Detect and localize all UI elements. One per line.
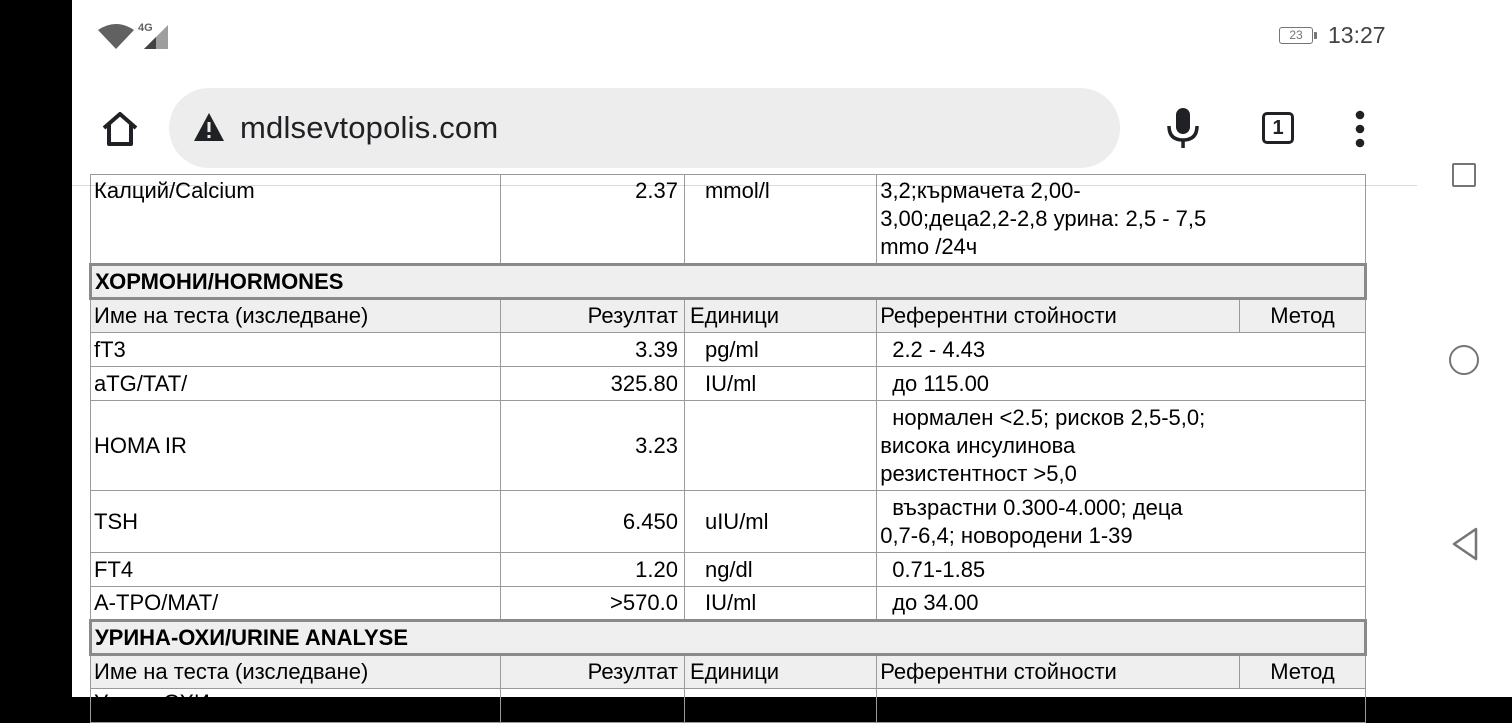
header-result: Резултат: [500, 655, 684, 689]
ref-text: 0.71-1.85: [892, 556, 986, 582]
system-nav-bar: [1417, 0, 1512, 697]
recents-icon[interactable]: [1452, 163, 1476, 187]
test-result: 325.80: [500, 367, 684, 401]
page-content: [72, 178, 1417, 715]
header-unit: Единици: [684, 299, 876, 333]
ref-line: резистентност >5,0: [880, 460, 1077, 486]
menu-icon[interactable]: [1348, 110, 1372, 148]
home-icon[interactable]: [96, 106, 144, 154]
table-row: [91, 689, 1366, 723]
test-result: >570.0: [500, 587, 684, 621]
test-unit: pg/ml: [684, 333, 876, 367]
battery-icon: 23: [1279, 27, 1313, 44]
wifi-icon: [98, 24, 134, 50]
test-reference: [877, 333, 1366, 367]
test-name: fT3: [91, 333, 501, 367]
browser-toolbar: [72, 72, 1417, 186]
test-name: A-TPO/MAT/: [91, 587, 501, 621]
section-title: УРИНА-ОХИ/URINE ANALYSE: [91, 621, 1366, 655]
ref-line: висока инсулинова: [880, 432, 1076, 458]
test-name: Урина-ОХИ: [91, 689, 501, 723]
header-name: Име на теста (изследване): [91, 299, 501, 333]
test-reference: [877, 491, 1366, 553]
url-bar[interactable]: [169, 88, 1120, 168]
table-row: [91, 553, 1366, 587]
test-name: TSH: [91, 491, 501, 553]
test-unit: IU/ml: [684, 367, 876, 401]
section-header: [91, 621, 1366, 655]
phone-screen: [72, 0, 1417, 715]
test-unit: [684, 401, 876, 491]
ref-text: 2.2 - 4.43: [892, 336, 986, 362]
table-row: [91, 367, 1366, 401]
test-reference: [877, 689, 1366, 723]
test-result: 3.39: [500, 333, 684, 367]
table-row: [91, 175, 1366, 265]
test-name: Калций/Calcium: [91, 175, 501, 265]
table-row: [91, 587, 1366, 621]
url-text[interactable]: mdlsevtopolis.com: [240, 110, 499, 145]
test-unit: [684, 689, 876, 723]
table-row: [91, 401, 1366, 491]
header-reference: Референтни стойности: [877, 655, 1240, 689]
test-result: 3.23: [500, 401, 684, 491]
test-unit: uIU/ml: [684, 491, 876, 553]
home-nav-icon[interactable]: [1449, 345, 1479, 375]
mic-icon[interactable]: [1165, 106, 1201, 150]
header-method: Метод: [1239, 299, 1365, 333]
ref-line: нормален <2.5; рисков 2,5-5,0;: [892, 404, 1206, 430]
test-name: aTG/TAT/: [91, 367, 501, 401]
ref-line: 3,00;деца2,2-2,8 урина: 2,5 - 7,5: [880, 206, 1207, 231]
table-row: [91, 491, 1366, 553]
test-reference: [877, 401, 1366, 491]
test-result: 6.450: [500, 491, 684, 553]
test-unit: ng/dl: [684, 553, 876, 587]
header-result: Резултат: [500, 299, 684, 333]
header-name: Име на теста (изследване): [91, 655, 501, 689]
warning-icon[interactable]: [193, 112, 225, 142]
clock: 13:27: [1328, 22, 1386, 48]
test-unit: IU/ml: [684, 587, 876, 621]
network-type-label: 4G: [138, 22, 153, 34]
test-reference: [877, 553, 1366, 587]
test-name: FT4: [91, 553, 501, 587]
column-header-row: [91, 655, 1366, 689]
test-reference: [877, 587, 1366, 621]
test-unit: mmol/l: [684, 175, 876, 265]
test-reference: [877, 367, 1366, 401]
column-header-row: [91, 299, 1366, 333]
back-icon[interactable]: [1451, 527, 1479, 561]
table-row: [91, 333, 1366, 367]
section-title: ХОРМОНИ/HORMONES: [91, 265, 1366, 299]
test-result: [500, 689, 684, 723]
signal-icon: [142, 24, 170, 50]
header-reference: Референтни стойности: [877, 299, 1240, 333]
header-method: Метод: [1239, 655, 1365, 689]
ref-line: възрастни 0.300-4.000; деца: [892, 494, 1183, 520]
test-result: 2.37: [500, 175, 684, 265]
status-bar: [72, 0, 1417, 72]
header-unit: Единици: [684, 655, 876, 689]
section-header: [91, 265, 1366, 299]
lab-results-table: [89, 174, 1367, 723]
ref-text: до 34.00: [892, 590, 979, 615]
ref-line: 3,2;кърмачета 2,00-: [880, 178, 1081, 203]
test-reference: [877, 175, 1366, 265]
ref-line: mmo /24ч: [880, 234, 978, 259]
test-name: HOMA IR: [91, 401, 501, 491]
tabs-icon[interactable]: 1: [1262, 112, 1294, 144]
ref-text: до 115.00: [892, 370, 990, 396]
ref-line: 0,7-6,4; новородени 1-39: [880, 522, 1133, 548]
test-result: 1.20: [500, 553, 684, 587]
